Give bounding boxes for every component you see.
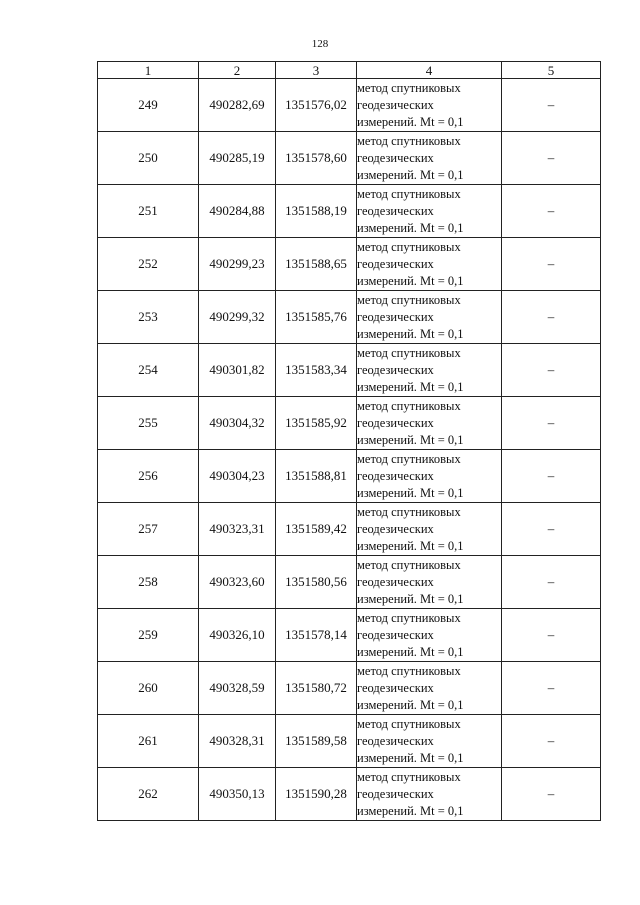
point-number: 258	[98, 556, 199, 609]
method-line-3: измерений. Mt = 0,1	[357, 644, 464, 659]
table-row	[98, 556, 601, 609]
method-description	[357, 238, 502, 291]
method-line-2: геодезических	[357, 203, 434, 218]
coordinate-x: 490326,10	[199, 609, 276, 662]
method-line-3: измерений. Mt = 0,1	[357, 114, 464, 129]
column-header-4: 4	[357, 62, 502, 79]
method-line-1: метод спутниковых	[357, 610, 461, 625]
page-number: 128	[311, 38, 329, 50]
coordinate-x: 490323,60	[199, 556, 276, 609]
method-line-3: измерений. Mt = 0,1	[357, 379, 464, 394]
method-line-2: геодезических	[357, 786, 434, 801]
coordinate-x: 490285,19	[199, 132, 276, 185]
method-line-3: измерений. Mt = 0,1	[357, 538, 464, 553]
column-5-value: –	[502, 662, 601, 715]
point-number: 255	[98, 397, 199, 450]
table-row	[98, 238, 601, 291]
method-description	[357, 768, 502, 821]
method-description	[357, 291, 502, 344]
coordinate-y: 1351580,72	[276, 662, 357, 715]
point-number: 249	[98, 79, 199, 132]
column-5-value: –	[502, 79, 601, 132]
column-5-value: –	[502, 132, 601, 185]
column-5-value: –	[502, 291, 601, 344]
column-5-value: –	[502, 768, 601, 821]
method-description	[357, 503, 502, 556]
coordinate-x: 490350,13	[199, 768, 276, 821]
coordinate-y: 1351583,34	[276, 344, 357, 397]
column-header-3: 3	[276, 62, 357, 79]
table-row	[98, 450, 601, 503]
point-number: 253	[98, 291, 199, 344]
point-number: 254	[98, 344, 199, 397]
column-header-1: 1	[98, 62, 199, 79]
method-line-2: геодезических	[357, 97, 434, 112]
coordinate-y: 1351578,14	[276, 609, 357, 662]
coordinate-x: 490328,31	[199, 715, 276, 768]
coordinate-x: 490282,69	[199, 79, 276, 132]
column-5-value: –	[502, 503, 601, 556]
column-header-2: 2	[199, 62, 276, 79]
method-line-2: геодезических	[357, 256, 434, 271]
point-number: 256	[98, 450, 199, 503]
method-description	[357, 185, 502, 238]
table-row	[98, 79, 601, 132]
method-line-1: метод спутниковых	[357, 345, 461, 360]
method-line-2: геодезических	[357, 468, 434, 483]
point-number: 260	[98, 662, 199, 715]
table-row	[98, 768, 601, 821]
method-line-1: метод спутниковых	[357, 451, 461, 466]
method-description	[357, 450, 502, 503]
method-line-2: геодезических	[357, 309, 434, 324]
coordinate-x: 490323,31	[199, 503, 276, 556]
coordinate-x: 490299,32	[199, 291, 276, 344]
coordinate-y: 1351588,81	[276, 450, 357, 503]
table-row	[98, 715, 601, 768]
method-line-2: геодезических	[357, 521, 434, 536]
method-line-1: метод спутниковых	[357, 186, 461, 201]
method-description	[357, 662, 502, 715]
method-line-1: метод спутниковых	[357, 239, 461, 254]
coordinate-y: 1351588,19	[276, 185, 357, 238]
method-line-3: измерений. Mt = 0,1	[357, 803, 464, 818]
coordinate-x: 490328,59	[199, 662, 276, 715]
method-line-2: геодезических	[357, 362, 434, 377]
method-description	[357, 609, 502, 662]
method-line-1: метод спутниковых	[357, 557, 461, 572]
column-5-value: –	[502, 185, 601, 238]
method-line-3: измерений. Mt = 0,1	[357, 485, 464, 500]
table-row	[98, 397, 601, 450]
coordinate-y: 1351585,76	[276, 291, 357, 344]
method-description	[357, 79, 502, 132]
coordinate-y: 1351576,02	[276, 79, 357, 132]
table-row	[98, 503, 601, 556]
point-number: 259	[98, 609, 199, 662]
coordinate-y: 1351578,60	[276, 132, 357, 185]
method-line-3: измерений. Mt = 0,1	[357, 697, 464, 712]
point-number: 257	[98, 503, 199, 556]
method-line-1: метод спутниковых	[357, 133, 461, 148]
method-line-1: метод спутниковых	[357, 663, 461, 678]
table-row	[98, 609, 601, 662]
method-line-1: метод спутниковых	[357, 80, 461, 95]
method-line-1: метод спутниковых	[357, 292, 461, 307]
coordinate-y: 1351590,28	[276, 768, 357, 821]
coordinate-x: 490304,23	[199, 450, 276, 503]
point-number: 252	[98, 238, 199, 291]
method-line-3: измерений. Mt = 0,1	[357, 591, 464, 606]
method-description	[357, 715, 502, 768]
column-header-5: 5	[502, 62, 601, 79]
table-header-row	[98, 62, 601, 79]
coordinate-y: 1351580,56	[276, 556, 357, 609]
column-5-value: –	[502, 556, 601, 609]
method-line-2: геодезических	[357, 733, 434, 748]
method-description	[357, 132, 502, 185]
coordinate-x: 490301,82	[199, 344, 276, 397]
method-line-2: геодезических	[357, 150, 434, 165]
method-line-2: геодезических	[357, 415, 434, 430]
coordinate-x: 490304,32	[199, 397, 276, 450]
method-line-3: измерений. Mt = 0,1	[357, 326, 464, 341]
table-row	[98, 344, 601, 397]
column-5-value: –	[502, 238, 601, 291]
method-description	[357, 397, 502, 450]
coordinate-x: 490284,88	[199, 185, 276, 238]
coordinates-table	[97, 61, 601, 821]
method-line-2: геодезических	[357, 627, 434, 642]
method-line-1: метод спутниковых	[357, 398, 461, 413]
method-description	[357, 556, 502, 609]
method-line-3: измерений. Mt = 0,1	[357, 750, 464, 765]
method-line-2: геодезических	[357, 574, 434, 589]
table-row	[98, 291, 601, 344]
method-line-3: измерений. Mt = 0,1	[357, 220, 464, 235]
point-number: 261	[98, 715, 199, 768]
column-5-value: –	[502, 715, 601, 768]
method-line-3: измерений. Mt = 0,1	[357, 273, 464, 288]
method-line-3: измерений. Mt = 0,1	[357, 432, 464, 447]
point-number: 251	[98, 185, 199, 238]
method-line-2: геодезических	[357, 680, 434, 695]
method-line-1: метод спутниковых	[357, 769, 461, 784]
column-5-value: –	[502, 450, 601, 503]
coordinate-y: 1351585,92	[276, 397, 357, 450]
method-line-1: метод спутниковых	[357, 504, 461, 519]
method-line-3: измерений. Mt = 0,1	[357, 167, 464, 182]
column-5-value: –	[502, 609, 601, 662]
table-row	[98, 185, 601, 238]
column-5-value: –	[502, 397, 601, 450]
column-5-value: –	[502, 344, 601, 397]
coordinate-y: 1351589,42	[276, 503, 357, 556]
point-number: 262	[98, 768, 199, 821]
table-row	[98, 662, 601, 715]
table-row	[98, 132, 601, 185]
point-number: 250	[98, 132, 199, 185]
method-line-1: метод спутниковых	[357, 716, 461, 731]
coordinate-x: 490299,23	[199, 238, 276, 291]
coordinate-y: 1351589,58	[276, 715, 357, 768]
method-description	[357, 344, 502, 397]
coordinate-y: 1351588,65	[276, 238, 357, 291]
